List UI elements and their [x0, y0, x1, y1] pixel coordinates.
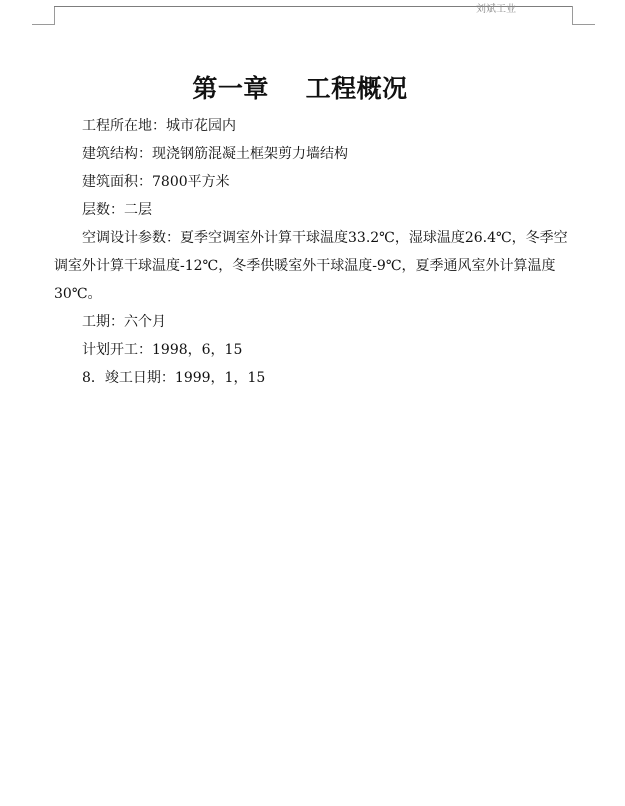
paragraph-structure: 建筑结构：现浇钢筋混凝土框架剪力墙结构: [82, 146, 348, 162]
document-body: [54, 112, 576, 392]
paragraph-duration: 工期：六个月: [82, 314, 166, 330]
chapter-title: 第一章 工程概况: [192, 73, 408, 103]
header-rule: [54, 4, 572, 15]
paragraph-location: 工程所在地：城市花园内: [82, 118, 236, 134]
paragraph-planned-start: 计划开工：1998，6，15: [82, 342, 243, 358]
paragraph-floors: 层数：二层: [82, 202, 152, 218]
paragraph-hvac-parameters: 空调设计参数：夏季空调室外计算干球温度33.2℃，湿球温度26.4℃，冬季空调室外计算干球温度-12℃，冬季供暖室外干球温度-9℃，夏季通风室外计算温度30℃。: [54, 230, 568, 302]
crop-mark-top-right: [572, 6, 595, 25]
crop-mark-top-left: [32, 6, 55, 25]
running-header: 刘斌工业: [476, 4, 516, 15]
paragraph-area: 建筑面积：7800平方米: [82, 174, 230, 190]
paragraph-completion-date: 8．竣工日期：1999，1，15: [82, 370, 266, 386]
